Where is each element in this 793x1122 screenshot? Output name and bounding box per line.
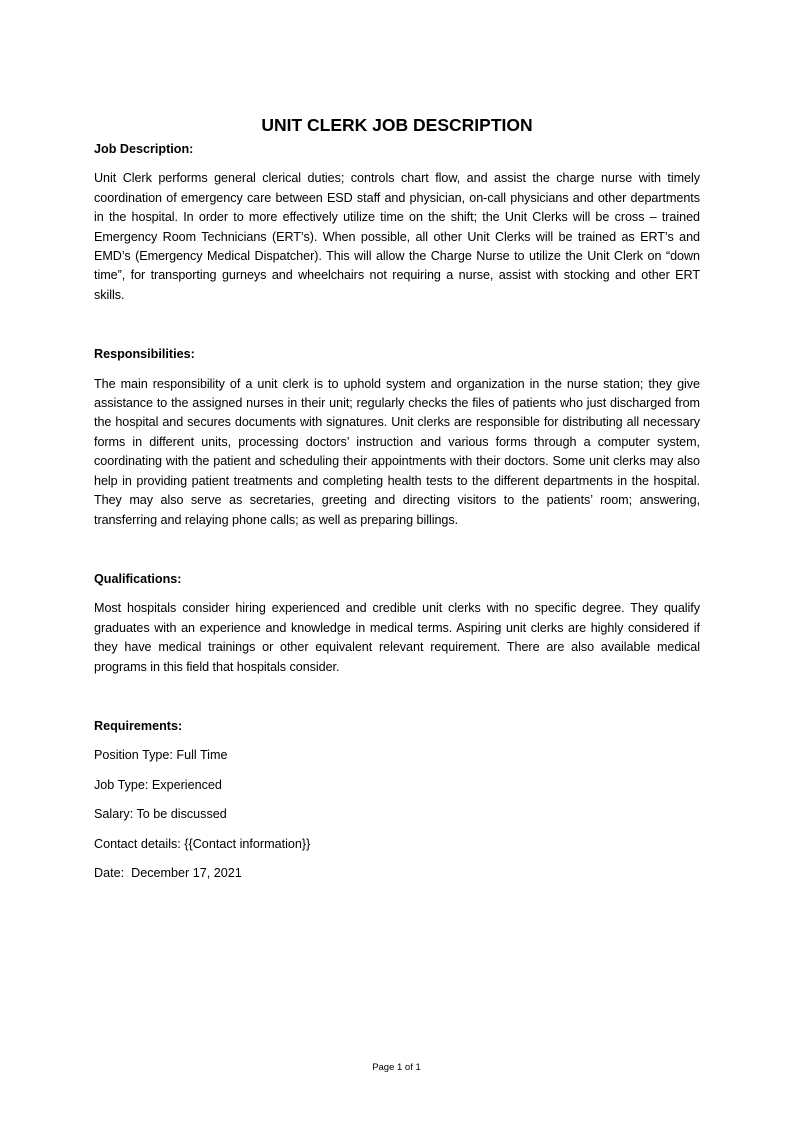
contact-line: Contact details: {{Contact information}}	[94, 836, 311, 851]
section-spacer	[94, 305, 700, 345]
salary-line: Salary: To be discussed	[94, 807, 227, 822]
job-description-heading: Job Description:	[94, 142, 194, 156]
job-type-line: Job Type: Experienced	[94, 777, 222, 792]
section-spacer	[94, 677, 700, 717]
responsibilities-heading: Responsibilities:	[94, 347, 195, 362]
requirements-heading: Requirements:	[94, 718, 183, 733]
position-type-line: Position Type: Full Time	[94, 748, 228, 763]
qualifications-heading: Qualifications:	[94, 571, 182, 586]
section-responsibilities	[94, 345, 700, 530]
section-requirements	[94, 717, 700, 883]
date-label: Date:	[94, 865, 132, 880]
date-value: December 17, 2021	[131, 865, 242, 880]
job-description-body: Unit Clerk performs general clerical duties; controls chart flow, and assist the charge nurse with timely coordination of emergency care between ESD staff and physician, on-call physicians and other departments in the hospital. In order to more effectively utilize time on the shift; the Unit Clerks will be cross – trained Emergency Room Technicians (ERT’s). When possible, all other Unit Clerks will be trained as ERT’s and EMD’s (Emergency Medical Dispatcher). This will allow the Charge Nurse to utilize the Unit Clerk on “down time”, for transporting gurneys and wheelchairs not requiring a nurse, assist with stocking and other ERT skills.	[94, 171, 700, 302]
section-job-description	[94, 140, 700, 305]
page-number: Page 1 of 1	[372, 1062, 421, 1073]
section-qualifications	[94, 570, 700, 677]
document-title: UNIT CLERK JOB DESCRIPTION	[261, 115, 533, 135]
section-spacer	[94, 530, 700, 570]
document-content	[94, 114, 700, 883]
page-footer	[0, 1062, 793, 1074]
responsibilities-body: The main responsibility of a unit clerk is to uphold system and organization in the nurse station; they give assistance to the assigned nurses in their unit; regularly checks the files of patients who just discharged from the hospital and secures documents with signatures. Unit clerks are responsible for distributing all necessary forms in different units, processing doctors’ instruction and various forms through a computer system, coordinating with the patient and scheduling their appointments with their doctors. Some unit clerks may also help in providing patient treatments and completing health tests to the different departments in the hospital. They may also serve as secretaries, greeting and directing visitors to the patients’ room; answering, transferring and relaying phone calls; as well as preparing billings.	[94, 376, 700, 527]
date-line	[94, 864, 700, 883]
qualifications-body: Most hospitals consider hiring experienced and credible unit clerks with no specific degree. They qualify graduates with an experience and knowledge in medical terms. Aspiring unit clerks are highly considered if they have medical trainings or other equivalent relevant requirement. There are also available medical programs in this field that hospitals consider.	[94, 601, 700, 674]
